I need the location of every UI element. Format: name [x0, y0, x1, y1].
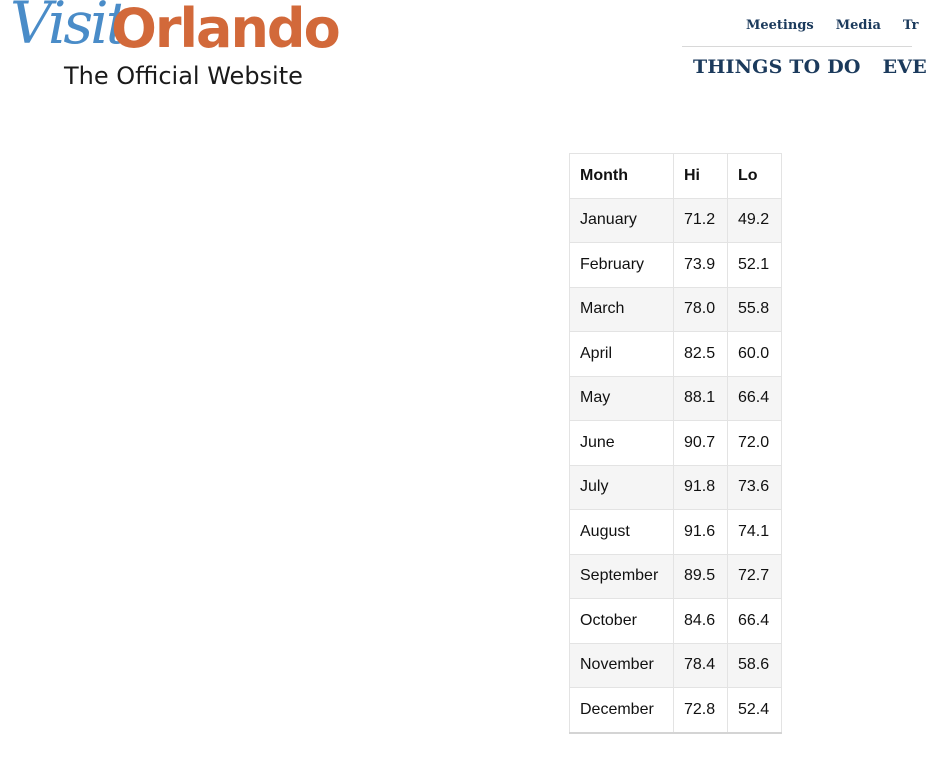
table-row [570, 376, 782, 421]
table-row [570, 510, 782, 555]
month-cell: June [570, 421, 674, 466]
table-row [570, 554, 782, 599]
logo-visit-text: Visit [10, 0, 127, 57]
month-cell: April [570, 332, 674, 377]
table-row [570, 688, 782, 733]
lo-cell: 66.4 [728, 376, 782, 421]
month-cell: January [570, 198, 674, 243]
column-header-hi: Hi [674, 154, 728, 199]
lo-cell: 60.0 [728, 332, 782, 377]
table-row [570, 198, 782, 243]
hi-cell: 89.5 [674, 554, 728, 599]
lo-cell: 58.6 [728, 643, 782, 688]
month-cell: November [570, 643, 674, 688]
column-header-lo: Lo [728, 154, 782, 199]
table-row [570, 599, 782, 644]
month-cell: December [570, 688, 674, 733]
logo-tagline: The Official Website [64, 62, 303, 90]
lo-cell: 73.6 [728, 465, 782, 510]
main-nav [693, 56, 927, 78]
month-cell: May [570, 376, 674, 421]
lo-cell: 52.4 [728, 688, 782, 733]
table-row [570, 465, 782, 510]
nav-link-media[interactable]: Media [835, 18, 881, 33]
nav-link-meetings[interactable]: Meetings [746, 18, 814, 33]
hi-cell: 91.8 [674, 465, 728, 510]
lo-cell: 66.4 [728, 599, 782, 644]
nav-link-travel-partial[interactable]: Tr [902, 18, 919, 33]
table-row [570, 421, 782, 466]
lo-cell: 55.8 [728, 287, 782, 332]
lo-cell: 72.7 [728, 554, 782, 599]
table-row [570, 332, 782, 377]
month-cell: October [570, 599, 674, 644]
temperature-table [569, 153, 782, 734]
hi-cell: 78.4 [674, 643, 728, 688]
month-cell: September [570, 554, 674, 599]
hi-cell: 72.8 [674, 688, 728, 733]
hi-cell: 88.1 [674, 376, 728, 421]
hi-cell: 71.2 [674, 198, 728, 243]
table-header-row [570, 154, 782, 199]
lo-cell: 72.0 [728, 421, 782, 466]
hi-cell: 78.0 [674, 287, 728, 332]
hi-cell: 91.6 [674, 510, 728, 555]
hi-cell: 84.6 [674, 599, 728, 644]
nav-link-things-to-do[interactable]: THINGS TO DO [693, 56, 861, 78]
lo-cell: 49.2 [728, 198, 782, 243]
month-cell: February [570, 243, 674, 288]
lo-cell: 52.1 [728, 243, 782, 288]
logo-orlando-text: Orlando [111, 0, 339, 60]
hi-cell: 73.9 [674, 243, 728, 288]
month-cell: August [570, 510, 674, 555]
hi-cell: 90.7 [674, 421, 728, 466]
table-row [570, 243, 782, 288]
nav-link-events-partial[interactable]: EVE [882, 56, 927, 78]
column-header-month: Month [570, 154, 674, 199]
lo-cell: 74.1 [728, 510, 782, 555]
hi-cell: 82.5 [674, 332, 728, 377]
month-cell: July [570, 465, 674, 510]
table-row [570, 287, 782, 332]
table-row [570, 643, 782, 688]
utility-nav [746, 18, 918, 33]
visit-orlando-logo[interactable] [8, 0, 338, 100]
month-cell: March [570, 287, 674, 332]
nav-divider [682, 46, 912, 47]
